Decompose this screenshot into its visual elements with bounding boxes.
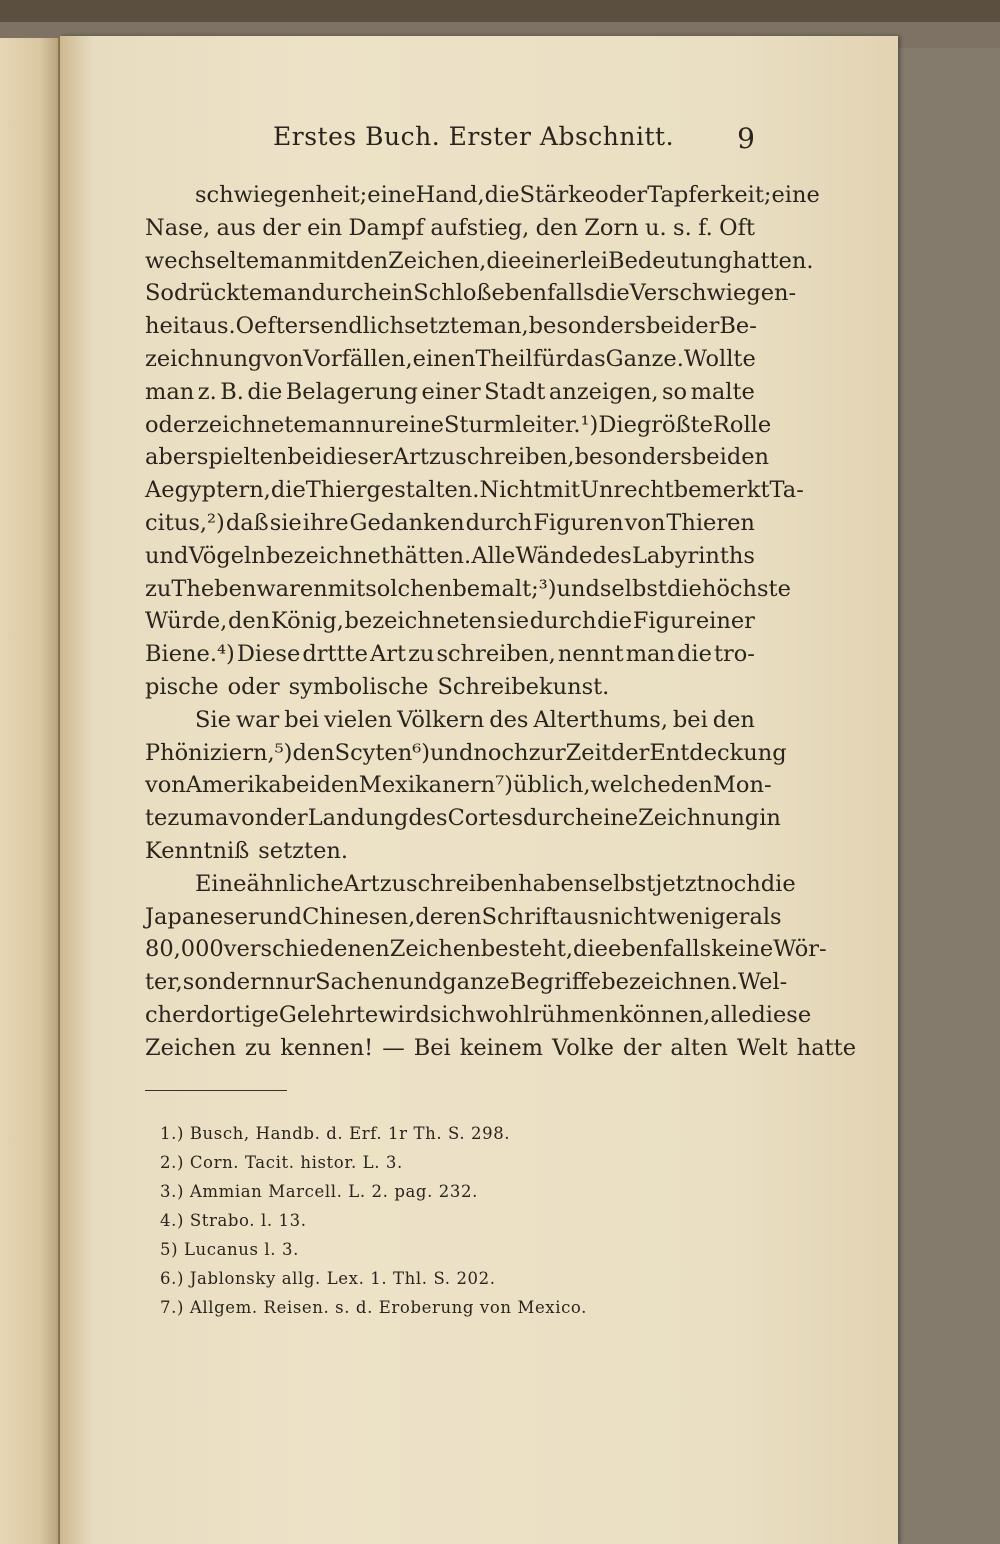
text-line: So drückte man durch ein Schloß ebenfalls die Verschwiegen- — [145, 280, 797, 307]
text-line: 80,000 verschiedenen Zeichen besteht, die ebenfalls keine Wör- — [145, 936, 827, 963]
footnote-rule — [145, 1090, 287, 1091]
text-line: ter, sondern nur Sachen und ganze Begriffe bezeichnen. Wel- — [145, 969, 788, 996]
text-line: Sie war bei vielen Völkern des Alterthums, bei den — [195, 706, 755, 733]
text-line: Aegyptern, die Thiergestalten. Nicht mit Unrecht bemerkt Ta- — [145, 477, 804, 504]
text-line: Zeichen zu kennen! — Bei keinem Volke der alten Welt hatte — [145, 1034, 857, 1061]
text-line: wechselte man mit den Zeichen, die einerlei Bedeutung hatten. — [145, 247, 814, 274]
footnote: 1.) Busch, Handb. d. Erf. 1r Th. S. 298. — [160, 1124, 511, 1143]
running-title: Erstes Buch. Erster Abschnitt. — [273, 122, 675, 151]
text-line: cher dortige Gelehrte wird sich wohl rühmen können, alle diese — [145, 1002, 812, 1028]
text-line: pische oder symbolische Schreibekunst. — [145, 674, 610, 700]
text-line: man z. B. die Belagerung einer Stadt anzeigen, so malte — [145, 378, 755, 405]
text-line: Biene.⁴) Diese drttte Art zu schreiben, nennt man die tro- — [145, 641, 755, 668]
text-line: Nase, aus der ein Dampf aufstieg, den Zorn u. s. f. Oft — [145, 214, 755, 241]
footnote: 2.) Corn. Tacit. histor. L. 3. — [160, 1153, 403, 1172]
text-line: zeichnung von Vorfällen, einen Theil für das Ganze. Wollte — [145, 346, 756, 372]
footnote: 3.) Ammian Marcell. L. 2. pag. 232. — [160, 1182, 478, 1201]
text-line: citus,²) daß sie ihre Gedanken durch Figuren von Thieren — [145, 510, 755, 536]
text-line: zu Theben waren mit solchen bemalt;³) und selbst die höchste — [145, 575, 791, 602]
footnote: 7.) Allgem. Reisen. s. d. Eroberung von Mexico. — [160, 1298, 588, 1317]
text-line: Kenntniß setzten. — [145, 838, 349, 864]
text-line: schwiegenheit; eine Hand, die Stärke oder Tapferkeit; eine — [195, 182, 820, 208]
text-line: Japaneser und Chinesen, deren Schrift aus nicht weniger als — [145, 903, 782, 930]
running-header — [145, 122, 755, 162]
footnote: 5) Lucanus l. 3. — [160, 1240, 299, 1259]
text-line: von Amerika bei den Mexikanern⁷) üblich, welche den Mon- — [145, 772, 772, 799]
text-line: Phöniziern,⁵) den Scyten⁶) und noch zur Zeit der Entdeckung — [145, 739, 787, 766]
page-number: 9 — [737, 122, 755, 155]
text-line: und Vögeln bezeichnet hätten. Alle Wände des Labyrinths — [145, 542, 755, 569]
text-line: aber spielten bei dieser Art zu schreiben, besonders bei den — [145, 444, 770, 471]
footnote: 6.) Jablonsky allg. Lex. 1. Thl. S. 202. — [160, 1269, 496, 1288]
text-line: Würde, den König, bezeichneten sie durch die Figur einer — [145, 608, 755, 635]
text-line: oder zeichnete man nur eine Sturmleiter.¹) Die größte Rolle — [145, 411, 772, 438]
book-board — [898, 48, 1000, 1544]
left-page-edge — [0, 38, 60, 1544]
text-line: Eine ähnliche Art zu schreiben haben selbst jetzt noch die — [195, 870, 796, 897]
text-line: heit aus. Oefters endlich setzte man, besonders bei der Be- — [145, 313, 757, 340]
footnote: 4.) Strabo. l. 13. — [160, 1211, 307, 1230]
text-line: tezuma von der Landung des Cortes durch eine Zeichnung in — [145, 805, 781, 832]
